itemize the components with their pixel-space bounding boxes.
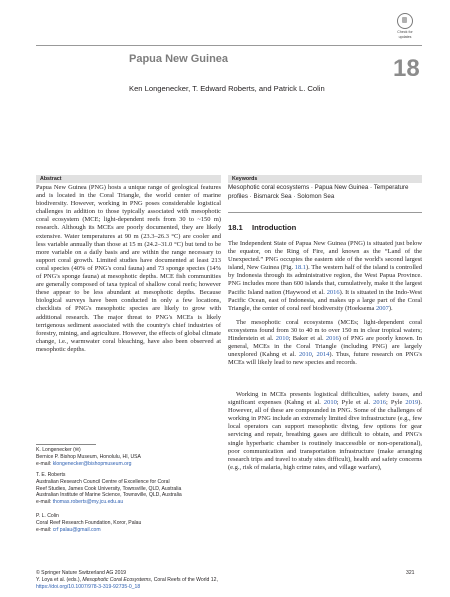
email-link[interactable]: klongenecker@bishopmuseum.org — [52, 460, 132, 467]
keywords-rule — [228, 212, 422, 213]
intro-paragraph-1: The Independent State of Papua New Guinea (PNG) is situated just below the equator, on the Ring of Fire, and known as the “Land of the Unexpected.” PNG occupies the eastern side of the world's second largest island, New Guinea (Fig. 18.1). The western half of the island is controlled by Indonesia through its administrative region, the West Papua Province. PNG includes more than 600 islands that, cumulatively, make it the largest Pacific Island nation (Haywood et al. 2016). It is situated in the Indo-West Pacific Ocean, east of Indonesia, and makes up a large part of the Coral Triangle, the center of coral reef biodiversity (Hoeksema 2007). — [228, 240, 422, 312]
abstract-heading: Abstract — [36, 175, 221, 183]
figure-link[interactable]: 18.1 — [294, 264, 306, 272]
doi-link[interactable]: https://doi.org/10.1007/978-3-319-92735-0_18 — [36, 583, 141, 590]
update-icon — [397, 13, 413, 29]
citation-link[interactable]: 2010 — [299, 351, 312, 359]
citation-link[interactable]: 2014 — [316, 351, 330, 359]
keywords-text: Mesophotic coral ecosystems · Papua New Guinea · Temperature profiles · Bismarck Sea · Solomon Sea — [228, 184, 409, 200]
citation-link[interactable]: 2016 — [325, 335, 339, 343]
section-title: Introduction — [252, 223, 297, 232]
affiliation-2: T. E. Roberts Australian Research Council Centre of Excellence for Coral Reef Studies, James Cook University, Townsville, QLD, Australia Australian Institute of Marine Science, Townsville, QLD, Australia e-mail: thomas.roberts@my.jcu.edu.au — [36, 472, 236, 506]
page-number: 321 — [406, 570, 415, 576]
top-rule — [36, 45, 422, 46]
intro-paragraph-3: Working in MCEs presents logistical difficulties, safety issues, and significant expenses (Kahng et al. 2010; Pyle et al. 2016; Pyle 2019). However, all of these are compounded in PNG. Some of the challenges of working in PNG include an extremely limited dive infrastructure (e.g., few local operators can support mesophotic diving, few options for gear servicing and repair, breathing gases are difficult to obtain, and PNG's single hyperbaric chamber is routinely inaccessible or non-operational), poor communication and transportation infrastructure (make arranging research trips and travel to study sites difficult), health and safety concerns (e.g., risk of malaria, high crime rates, and village warfare), — [228, 391, 423, 471]
chapter-number: 18 — [393, 55, 420, 82]
copyright: © Springer Nature Switzerland AG 2019 — [36, 570, 127, 576]
email-link[interactable]: thomas.roberts@my.jcu.edu.au — [52, 499, 124, 506]
citation-link[interactable]: 2016 — [326, 288, 340, 296]
intro-paragraph-2: The mesophotic coral ecosystems (MCEs; light-dependent coral ecosystems found from 30 to 40 m to over 150 m in clear tropical waters; Hinderstein et al. 2010; Baker et al. 2016) of PNG are poorly known. In general, MCEs in the Coral Triangle (including PNG) are largely unexplored (Kahng et al. 2010, 2014). Thus, future research on PNG's MCEs will likely lead to new species and records. — [228, 319, 423, 367]
citation-link[interactable]: 2010 — [323, 399, 337, 407]
affiliation-1: K. Longenecker (✉) Bernice P. Bishop Museum, Honolulu, HI, USA e-mail: klongenecker@bishopmuseum.org — [36, 447, 236, 467]
citation-link[interactable]: 2007 — [375, 304, 389, 312]
affiliation-3: P. L. Colin Coral Reef Research Foundation, Koror, Palau e-mail: crf palau@gmail.com — [36, 513, 236, 533]
keywords-heading: Keywords — [228, 175, 422, 183]
section-heading — [228, 223, 296, 232]
affiliation-name: K. Longenecker (✉) — [36, 447, 81, 453]
badge-line2: updates — [398, 35, 412, 39]
check-for-updates-badge[interactable] — [392, 13, 418, 43]
citation-link[interactable]: 2016 — [373, 399, 387, 407]
author-list: Ken Longenecker, T. Edward Roberts, and Patrick L. Colin — [129, 84, 325, 93]
section-number: 18.1 — [228, 223, 243, 232]
affiliation-name: P. L. Colin — [36, 513, 59, 519]
citation-link[interactable]: 2010 — [275, 335, 289, 343]
affiliation-rule — [36, 444, 96, 445]
chapter-title: Papua New Guinea — [129, 53, 229, 65]
footer-citation: © Springer Nature Switzerland AG 2019 Y. Loya et al. (eds.), Mesophotic Coral Ecosystems, Coral Reefs of the World 12, https://doi.org/10.1007/978-3-319-92735-0_18 — [36, 570, 336, 590]
abstract-text: Papua New Guinea (PNG) hosts a unique range of geological features and is located in the Coral Triangle, the world center of marine biodiversity. However, working in PNG poses considerable logistical challenges in addition to those typically associated with mesophotic coral ecosystem (MCE; light-dependent reefs from 30 to ~150 m) research. Although its MCEs are poorly documented, they are likely extensive. Water temperatures at 90 m (23.3–26.3 °C) are cooler and less variable annually than those at 15 m (24.2–31.0 °C) but tend to be more variable on a daily basis and are within the range necessary to support coral growth. Limited studies have documented at least 213 coral species (40% of PNG's coral fauna) and 73 sponge species (14% of PNG's sponge fauna) at mesophotic depths. MCE fish communities are generally composed of taxa typical of shallow coral reefs; however these appear to be less abundant at mesophotic depths. Because biological surveys have been conducted in only a few locations, checklists of PNG's mesophotic species are likely to grow with additional research. The major threat to PNG's MCEs is likely terrigenous sediment associated with the country's chief industries of forestry, mining, and agriculture. However, the effects of global climate change, i.e., warmwater coral bleaching, have also been observed at mesophotic depths. — [36, 184, 221, 353]
badge-line1: Check for — [397, 30, 413, 34]
citation-link[interactable]: 2019 — [405, 399, 419, 407]
email-link[interactable]: crf palau@gmail.com — [52, 526, 101, 533]
affiliation-name: T. E. Roberts — [36, 472, 66, 478]
